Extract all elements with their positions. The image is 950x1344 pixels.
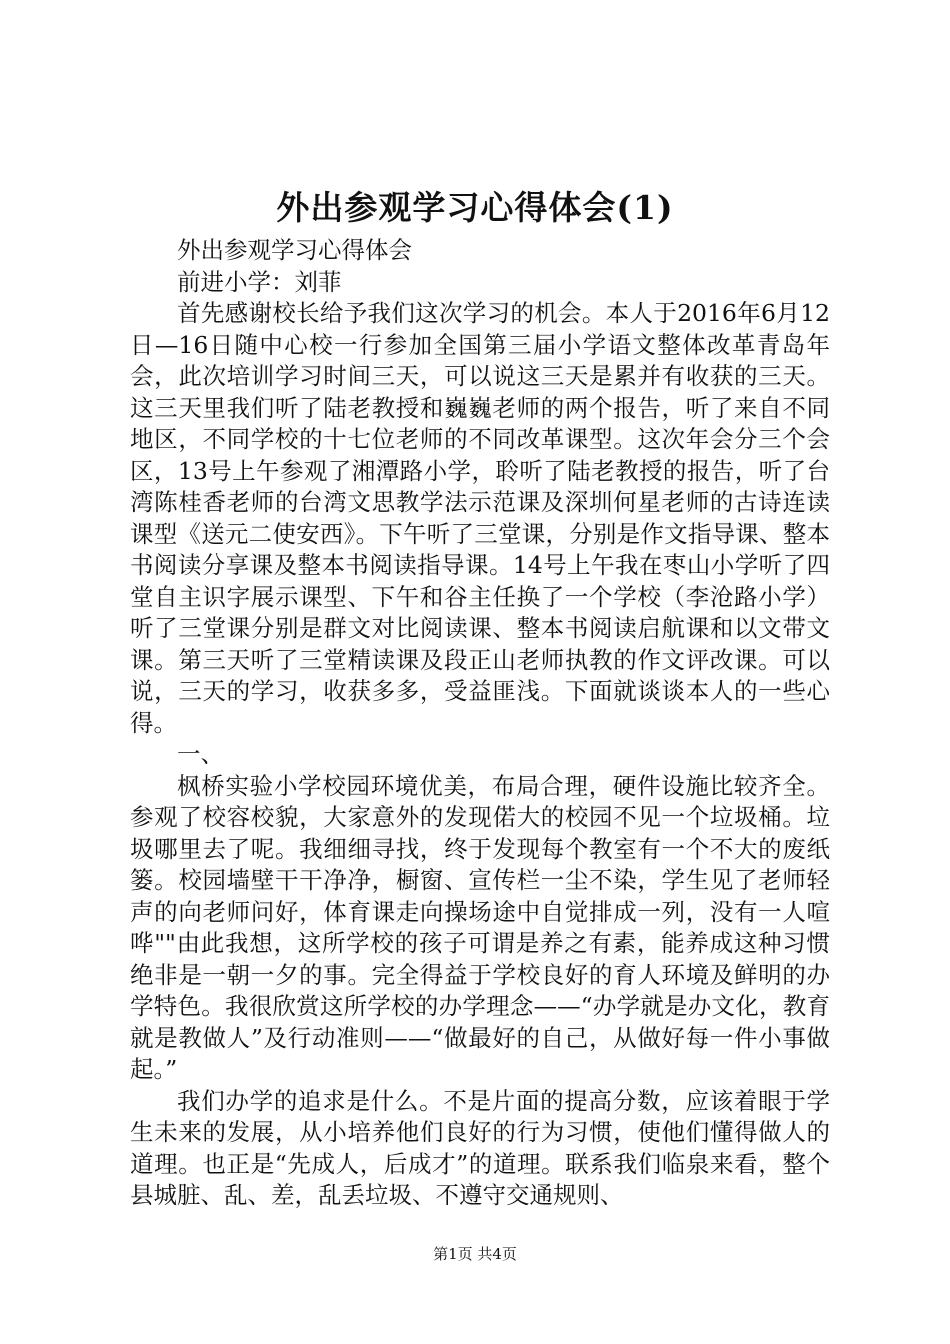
paragraph-campus: 枫桥实验小学校园环境优美，布局合理，硬件设施比较齐全。参观了校容校貌，大家意外的发现偌大的校园不见一个垃圾桶。垃圾哪里去了呢。我细细寻找，终于发现每个教室有一个不大的废纸篓。校园墙壁干干净净，橱窗、宣传栏一尘不染，学生见了老师轻声的向老师问好，体育课走向操场途中自觉排成一列，没有一人喧哗""由此我想，这所学校的孩子可谓是养之有素，能养成这种习惯绝非是一朝一夕的事。完全得益于学校良好的育人环境及鲜明的办学特色。我很欣赏这所学校的办学理念——“办学就是办文化，教育就是教做人”及行动准则——“做最好的自己，从做好每一件小事做起。” (130, 771, 830, 1083)
paragraph-intro: 首先感谢校长给予我们这次学习的机会。本人于2016年6月12日—16日随中心校一行参加全国第三届小学语文整体改革青岛年会，此次培训学习时间三天，可以说这三天是累并有收获的三天。这三天里我们听了陆老教授和巍巍老师的两个报告，听了来自不同地区，不同学校的十七位老师的不同改革课型。这次年会分三个会区，13号上午参观了湘潭路小学，聆听了陆老教授的报告，听了台湾陈桂香老师的台湾文思教学法示范课及深圳何星老师的古诗连读课型《送元二使安西》。下午听了三堂课，分别是作文指导课、整本书阅读分享课及整本书阅读指导课。14号上午我在枣山小学听了四堂自主识字展示课型、下午和谷主任换了一个学校（李沧路小学）听了三堂课分别是群文对比阅读课、整本书阅读启航课和以文带文课。第三天听了三堂精读课及段正山老师执教的作文评改课。可以说，三天的学习，收获多多，受益匪浅。下面就谈谈本人的一些心得。 (130, 299, 830, 737)
document-body (130, 235, 830, 1212)
paragraph-subtitle: 外出参观学习心得体会 (177, 236, 412, 264)
paragraph-author: 前进小学：刘菲 (177, 267, 342, 296)
page-number: 第1页 (433, 1245, 473, 1263)
paragraph-pursuit: 我们办学的追求是什么。不是片面的提高分数，应该着眼于学生未来的发展，从小培养他们良好的行为习惯，使他们懂得做人的道理。也正是“先成人，后成才”的道理。联系我们临泉来看，整个县城脏、乱、差，乱丢垃圾、不遵守交通规则、 (130, 1086, 830, 1209)
paragraph-section-heading: 一、 (177, 740, 224, 768)
page-footer (0, 1244, 950, 1264)
page-total: 共4页 (477, 1245, 517, 1263)
page-title: 外出参观学习心得体会(1) (276, 188, 674, 227)
